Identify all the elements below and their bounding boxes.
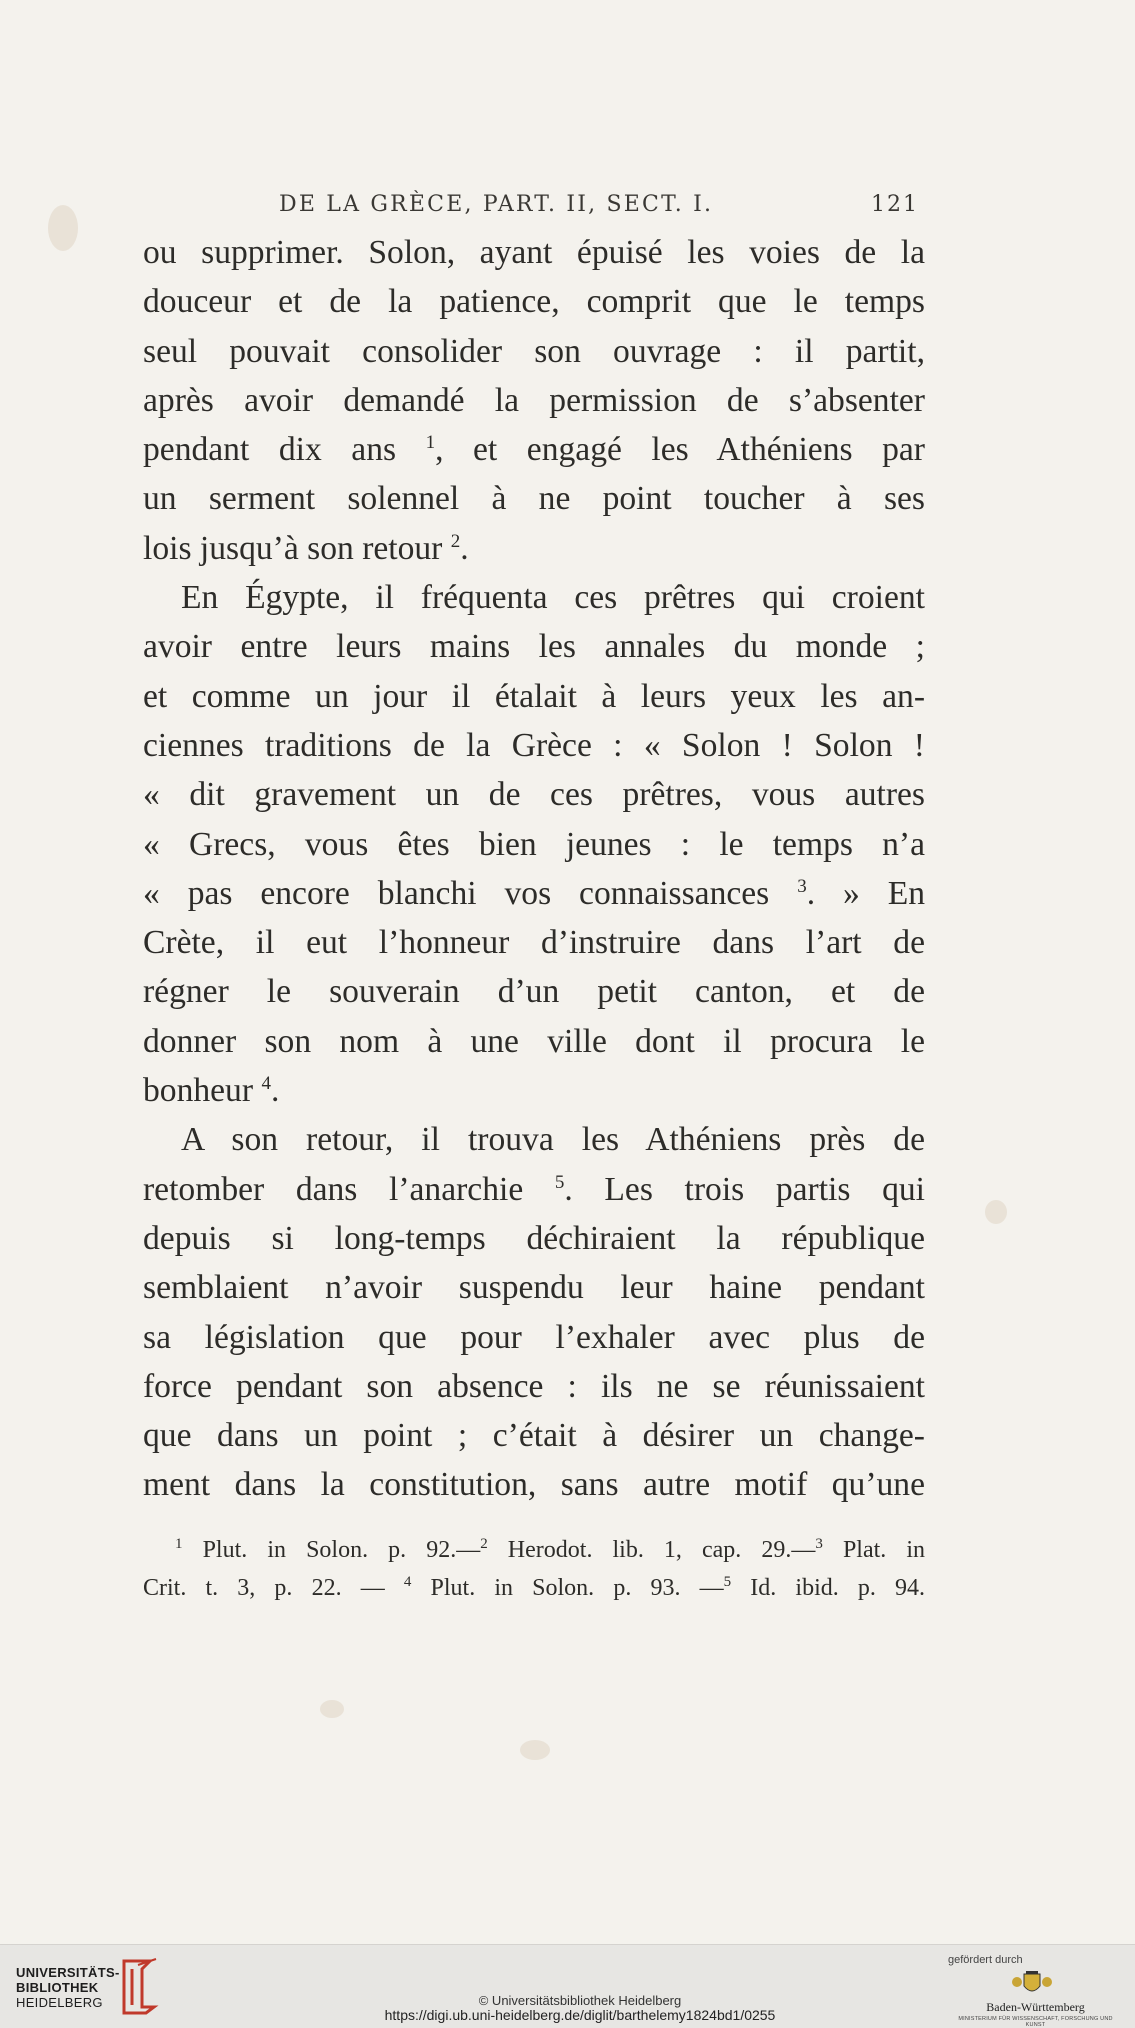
paper-stain: [985, 1200, 1007, 1224]
viewer-footer-bar: [0, 1944, 1135, 2028]
footnote-ref: 3: [797, 875, 807, 897]
text-line: force pendant son absence : ils ne se réunissaient: [143, 1367, 925, 1405]
text-line: retomber dans l’anarchie $^5$. Les trois partis qui: [143, 1170, 925, 1208]
footnote-ref: 2: [450, 530, 461, 552]
text-line: lois jusqu’à son retour $^2$.: [143, 529, 469, 567]
library-logo-icon: [116, 1957, 160, 2015]
text-line: bonheur $^4$.: [143, 1072, 280, 1110]
text-line: et comme un jour il étalait à leurs yeux les an-: [143, 677, 925, 715]
text-line: avoir entre leurs mains les annales du monde ;: [143, 628, 925, 666]
text-line: « dit gravement un de ces prêtres, vous autres: [143, 776, 925, 814]
paper-stain: [48, 205, 78, 251]
text-line: donner son nom à une ville dont il procura le: [143, 1022, 925, 1060]
text-line: semblaient n’avoir suspendu leur haine pendant: [143, 1269, 925, 1307]
text-line: Crète, il eut l’honneur d’instruire dans l’art de: [143, 924, 925, 962]
footnotes: [143, 1531, 925, 1607]
text-line: seul pouvait consolider son ouvrage : il partit,: [143, 332, 925, 370]
text-line: En Égypte, il fréquenta ces prêtres qui croient: [181, 579, 925, 617]
footnote-ref: 1: [425, 432, 436, 454]
copyright-text: © Universitätsbibliothek Heidelberg: [478, 1993, 682, 2008]
paper-stain: [320, 1700, 344, 1718]
body-text: [143, 228, 925, 1510]
paper-stain: [520, 1740, 550, 1760]
text-line: après avoir demandé la permission de s’absenter: [143, 381, 925, 419]
text-line: ou supprimer. Solon, ayant épuisé les voies de la: [143, 234, 925, 271]
text-line: que dans un point ; c’était à désirer un change-: [143, 1417, 925, 1455]
running-head: [279, 192, 919, 228]
running-head-title: DE LA GRÈCE, PART. II, SECT. I.: [279, 192, 714, 217]
text-line: pendant dix ans $^1$, et engagé les Athéniens par: [143, 431, 925, 469]
funder-block: [948, 1950, 1123, 2028]
text-line: depuis si long-temps déchiraient la république: [143, 1219, 925, 1257]
text-line: ciennes traditions de la Grèce : « Solon ! Solon !: [143, 726, 925, 764]
footnote-line: Crit. t. 3, p. 22. — $^4$ Plut. in Solon. p. 93. —$^5$ Id. ibid. p. 94.: [143, 1574, 926, 1601]
ministry-name: MINISTERIUM FÜR WISSENSCHAFT, FORSCHUNG UND KUNST: [958, 2016, 1113, 2028]
coat-of-arms-icon: [1010, 1970, 1054, 1998]
text-line: douceur et de la patience, comprit que le temps: [143, 283, 925, 321]
library-logo-text[interactable]: UNIVERSITÄTS- BIBLIOTHEK HEIDELBERG: [16, 1965, 120, 2010]
text-line: ment dans la constitution, sans autre motif qu’une: [143, 1466, 925, 1504]
text-line: A son retour, il trouva les Athéniens près de: [181, 1121, 925, 1159]
footnote-line: $^1$ Plut. in Solon. p. 92.—$^2$ Herodot. lib. 1, cap. 29.—$^3$ Plat. in: [175, 1536, 926, 1563]
text-line: « Grecs, vous êtes bien jeunes : le temps n’a: [143, 825, 925, 863]
text-line: sa législation que pour l’exhaler avec plus de: [143, 1318, 925, 1356]
text-line: régner le souverain d’un petit canton, et de: [143, 973, 925, 1011]
state-name: Baden-Württemberg: [986, 2000, 1085, 2014]
permalink[interactable]: https://digi.ub.uni-heidelberg.de/diglit/barthelemy1824bd1/0255: [384, 2007, 776, 2023]
footnote-ref: 5: [554, 1171, 565, 1193]
footnote-ref: 4: [261, 1073, 271, 1095]
funded-by-label: gefördert durch: [948, 1954, 1023, 1966]
text-line: un serment solennel à ne point toucher à ses: [143, 480, 925, 518]
text-line: « pas encore blanchi vos connaissances $^3$. » En: [143, 874, 925, 912]
footer-credits: [300, 1993, 860, 2023]
page-number: 121: [871, 192, 919, 217]
